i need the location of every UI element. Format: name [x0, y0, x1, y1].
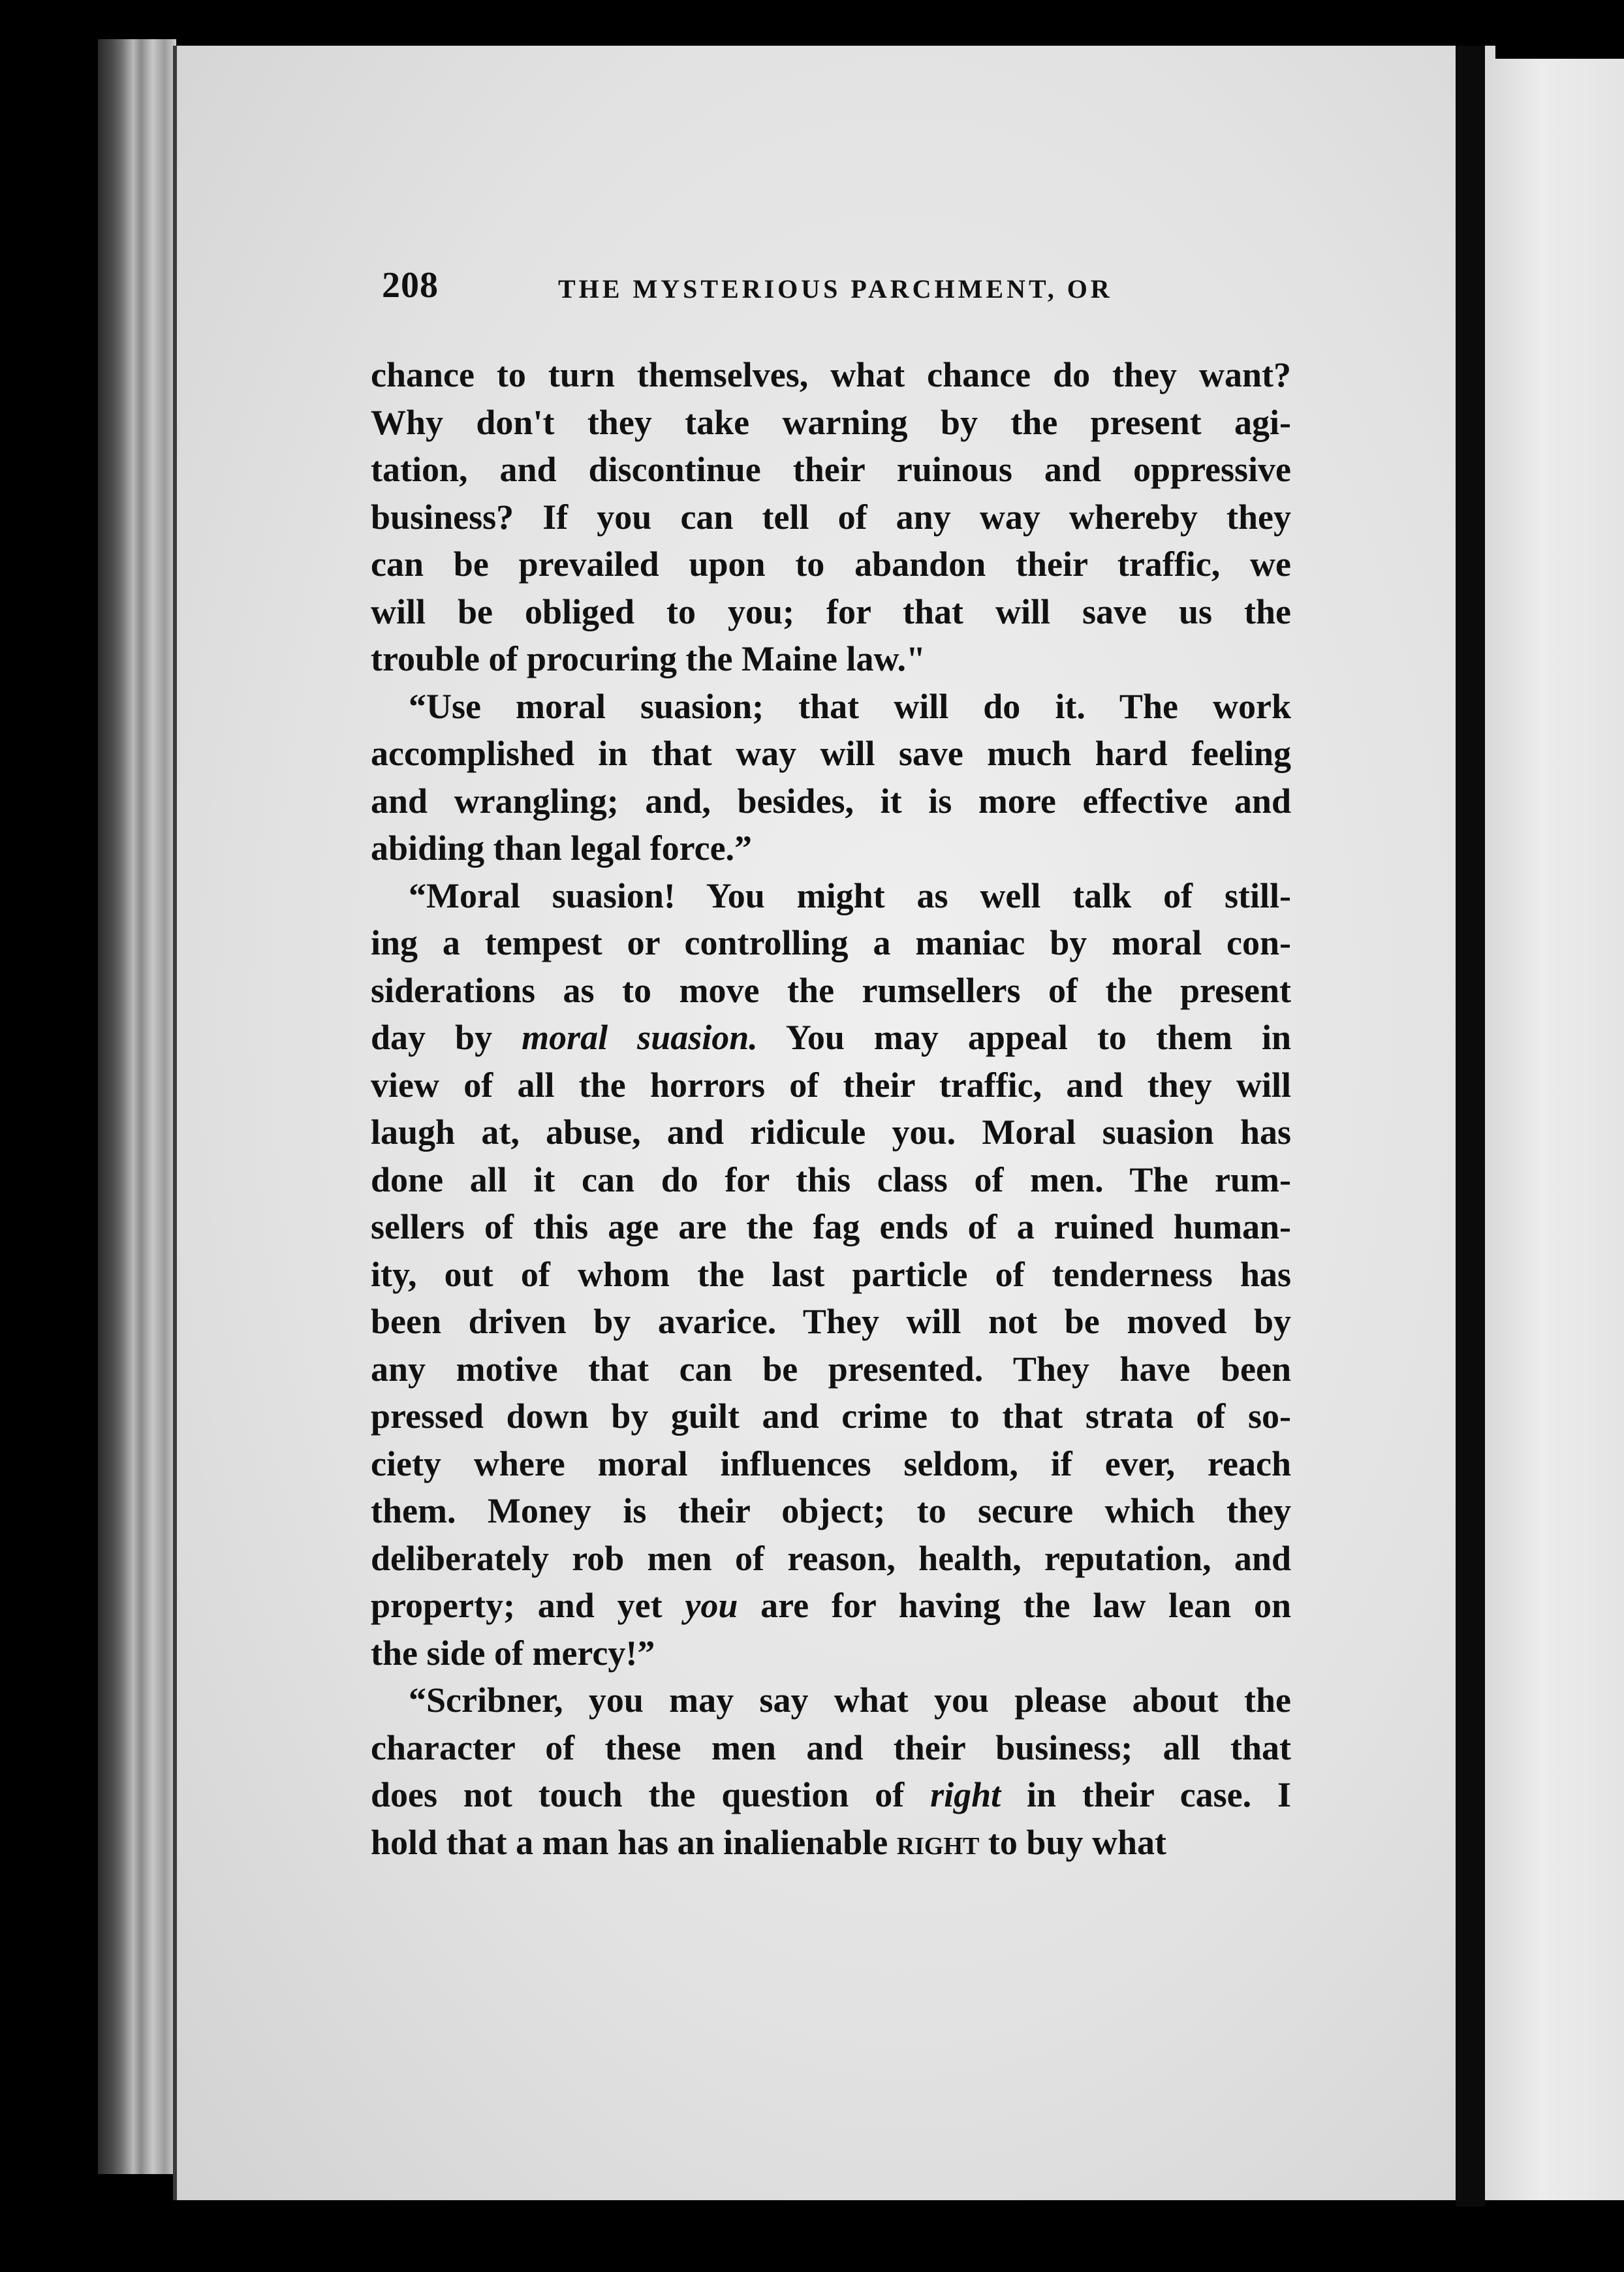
text-line: laugh at, abuse, and ridicule you. Moral suasion has [371, 1112, 1291, 1152]
text-line: ciety where moral influences seldom, if ever, reach [371, 1444, 1291, 1483]
gutter-shadow [1456, 46, 1485, 2207]
text-line: view of all the horrors of their traffic, and they will [371, 1065, 1291, 1105]
text-run: You may appeal to them in [757, 1018, 1291, 1057]
paragraph [371, 872, 1291, 1677]
text-line: can be prevailed upon to abandon their traffic, we [371, 544, 1291, 584]
text-line: Why don't they take warning by the present agi- [371, 402, 1291, 442]
text-line [371, 1014, 1291, 1062]
text-line: done all it can do for this class of men. The rum- [371, 1160, 1291, 1199]
text-run: does not touch the question of [371, 1775, 931, 1814]
book-binding-edge [98, 39, 176, 2174]
small-caps-emphasis: right [896, 1822, 980, 1862]
text-line: siderations as to move the rumsellers of the present [371, 970, 1291, 1010]
text-line [371, 1771, 1291, 1819]
text-line: business? If you can tell of any way whereby they [371, 497, 1291, 537]
text-line: the side of mercy!” [371, 1633, 655, 1673]
italic-emphasis: moral suasion. [522, 1018, 758, 1057]
page-number: 208 [382, 265, 439, 306]
text-line: deliberately rob men of reason, health, reputation, and [371, 1538, 1291, 1578]
text-line: accomplished in that way will save much hard feeling [371, 734, 1291, 773]
text-line [371, 1582, 1291, 1630]
text-run: in their case. I [1001, 1775, 1291, 1814]
running-head [382, 264, 1302, 317]
text-line: been driven by avarice. They will not be moved by [371, 1302, 1291, 1341]
text-run: property; and yet [371, 1586, 685, 1625]
text-line: tation, and discontinue their ruinous and oppressive [371, 450, 1291, 489]
running-title: THE MYSTERIOUS PARCHMENT, OR [558, 274, 1113, 304]
text-line [371, 1819, 1291, 1867]
text-line: ity, out of whom the last particle of tenderness has [371, 1254, 1291, 1294]
text-line: pressed down by guilt and crime to that strata of so- [371, 1396, 1291, 1436]
body-text [371, 351, 1291, 1866]
facing-page-edge [1485, 59, 1624, 2200]
italic-emphasis: right [930, 1775, 1001, 1814]
text-line: chance to turn themselves, what chance do they want? [371, 355, 1291, 394]
text-run: to buy what [979, 1822, 1166, 1862]
text-line: any motive that can be presented. They have been [371, 1349, 1291, 1389]
text-run: day by [371, 1018, 522, 1057]
text-run: hold that a man has an inalienable [371, 1822, 897, 1862]
italic-emphasis: you [685, 1586, 738, 1625]
text-line: and wrangling; and, besides, it is more effective and [371, 781, 1291, 821]
paragraph [371, 683, 1291, 872]
paragraph [371, 1677, 1291, 1866]
text-line: ing a tempest or controlling a maniac by moral con- [371, 923, 1291, 962]
paragraph [371, 351, 1291, 683]
text-line: “Scribner, you may say what you please about the [409, 1680, 1291, 1720]
text-run: are for having the law lean on [738, 1586, 1291, 1625]
text-line: “Moral suasion! You might as well talk of still- [409, 876, 1291, 915]
text-line: will be obliged to you; for that will save us the [371, 592, 1291, 631]
text-line: character of these men and their business; all that [371, 1728, 1291, 1767]
text-line: sellers of this age are the fag ends of a ruined human- [371, 1207, 1291, 1246]
text-line: abiding than legal force.” [371, 828, 753, 868]
text-line: trouble of procuring the Maine law." [371, 639, 926, 678]
text-line: “Use moral suasion; that will do it. The work [409, 686, 1291, 726]
text-line: them. Money is their object; to secure which they [371, 1491, 1291, 1530]
